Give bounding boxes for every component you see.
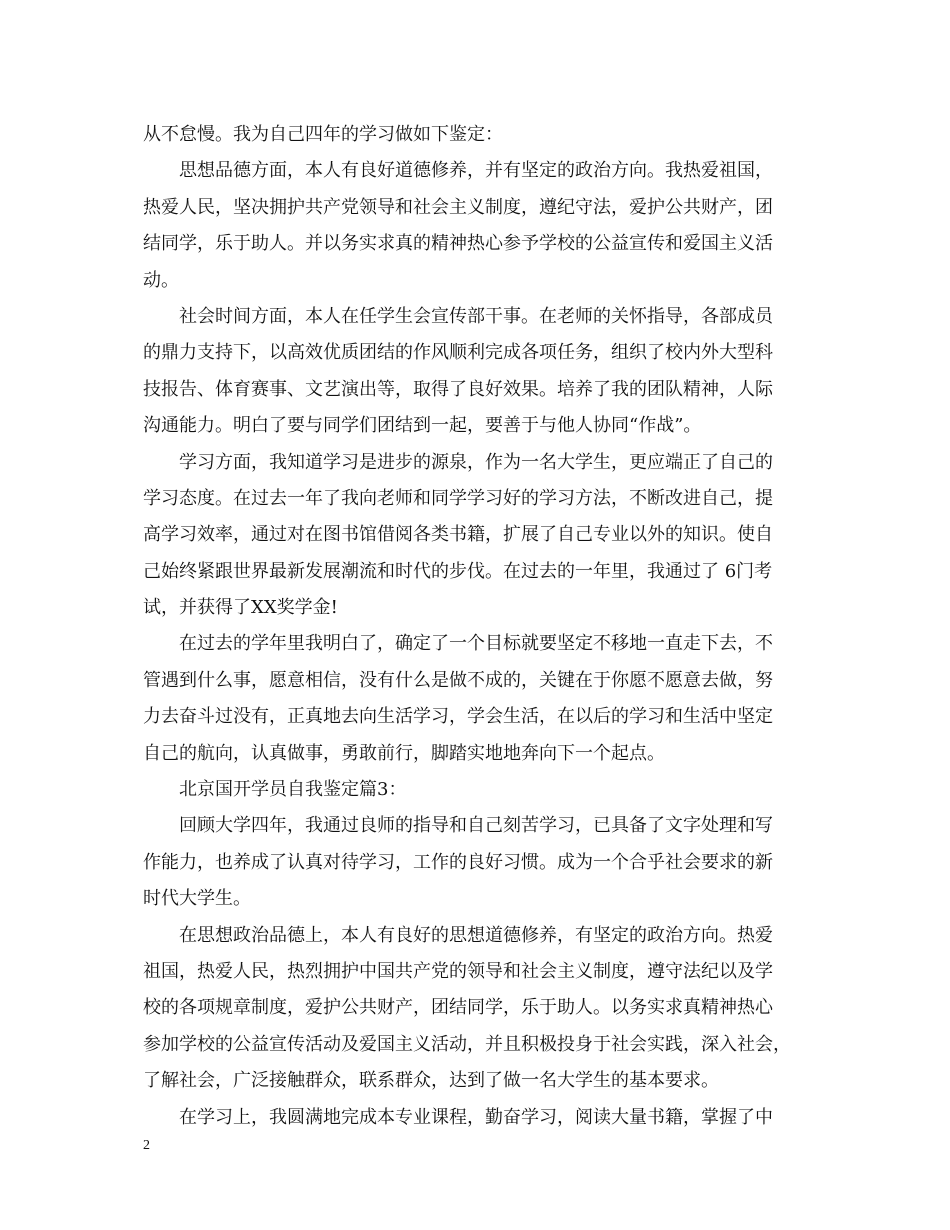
text-line: 时代大学生。 [143, 888, 251, 910]
text-line: 在思想政治品德上，本人有良好的思想道德修养，有坚定的政治方向。热爱 [179, 924, 773, 946]
text-line: 校的各项规章制度，爱护公共财产，团结同学，乐于助人。以务实求真精神热心 [143, 997, 773, 1019]
text-line: 技报告、体育赛事、文艺演出等，取得了良好效果。培养了我的团队精神，人际 [143, 378, 773, 400]
text-line: 回顾大学四年，我通过良师的指导和自己刻苦学习，已具备了文字处理和写 [179, 815, 773, 837]
text-line: 在学习上，我圆满地完成本专业课程，勤奋学习，阅读大量书籍，掌握了中 [179, 1106, 773, 1128]
text-line: 结同学，乐于助人。并以务实求真的精神热心参予学校的公益宣传和爱国主义活 [143, 233, 773, 255]
text-line: 己始终紧跟世界最新发展潮流和时代的步伐。在过去的一年里，我通过了 6门考 [143, 560, 773, 582]
text-line: 学习态度。在过去一年了我向老师和同学学习好的学习方法，不断改进自己，提 [143, 487, 773, 509]
text-line: 试，并获得了XX奖学金! [143, 597, 338, 619]
text-line: 热爱人民，坚决拥护共产党领导和社会主义制度，遵纪守法，爱护公共财产，团 [143, 196, 773, 218]
text-line: 在过去的学年里我明白了，确定了一个目标就要坚定不移地一直走下去，不 [179, 633, 773, 655]
text-line: 力去奋斗过没有，正真地去向生活学习，学会生活，在以后的学习和生活中坚定 [143, 706, 773, 728]
page-number: 2 [143, 1138, 150, 1153]
text-line: 祖国，热爱人民，热烈拥护中国共产党的领导和社会主义制度，遵守法纪以及学 [143, 960, 773, 982]
text-line: 管遇到什么事，愿意相信，没有什么是做不成的，关键在于你愿不愿意去做，努 [143, 669, 773, 691]
text-line: 的鼎力支持下，以高效优质团结的作风顺利完成各项任务，组织了校内外大型科 [143, 342, 773, 364]
text-line: 社会时间方面，本人在任学生会宣传部干事。在老师的关怀指导，各部成员 [179, 305, 773, 327]
text-line: 沟通能力。明白了要与同学们团结到一起，要善于与他人协同“作战”。 [143, 415, 702, 437]
text-line: 参加学校的公益宣传活动及爱国主义活动，并且积极投身于社会实践，深入社会， [143, 1033, 791, 1055]
text-line: 作能力，也养成了认真对待学习，工作的良好习惯。成为一个合乎社会要求的新 [143, 851, 773, 873]
section-heading: 北京国开学员自我鉴定篇3： [179, 779, 407, 801]
text-line: 学习方面，我知道学习是进步的源泉，作为一名大学生，更应端正了自己的 [179, 451, 773, 473]
text-line: 从不怠慢。我为自己四年的学习做如下鉴定： [143, 124, 503, 145]
text-line: 思想品德方面，本人有良好道德修养，并有坚定的政治方向。我热爱祖国， [179, 160, 773, 182]
text-line: 动。 [143, 269, 179, 291]
text-line: 自己的航向，认真做事，勇敢前行，脚踏实地地奔向下一个起点。 [143, 742, 665, 764]
document-body [143, 117, 809, 1136]
text-line: 了解社会，广泛接触群众，联系群众，达到了做一名大学生的基本要求。 [143, 1070, 719, 1092]
text-line: 高学习效率，通过对在图书馆借阅各类书籍，扩展了自己专业以外的知识。使自 [143, 524, 773, 546]
